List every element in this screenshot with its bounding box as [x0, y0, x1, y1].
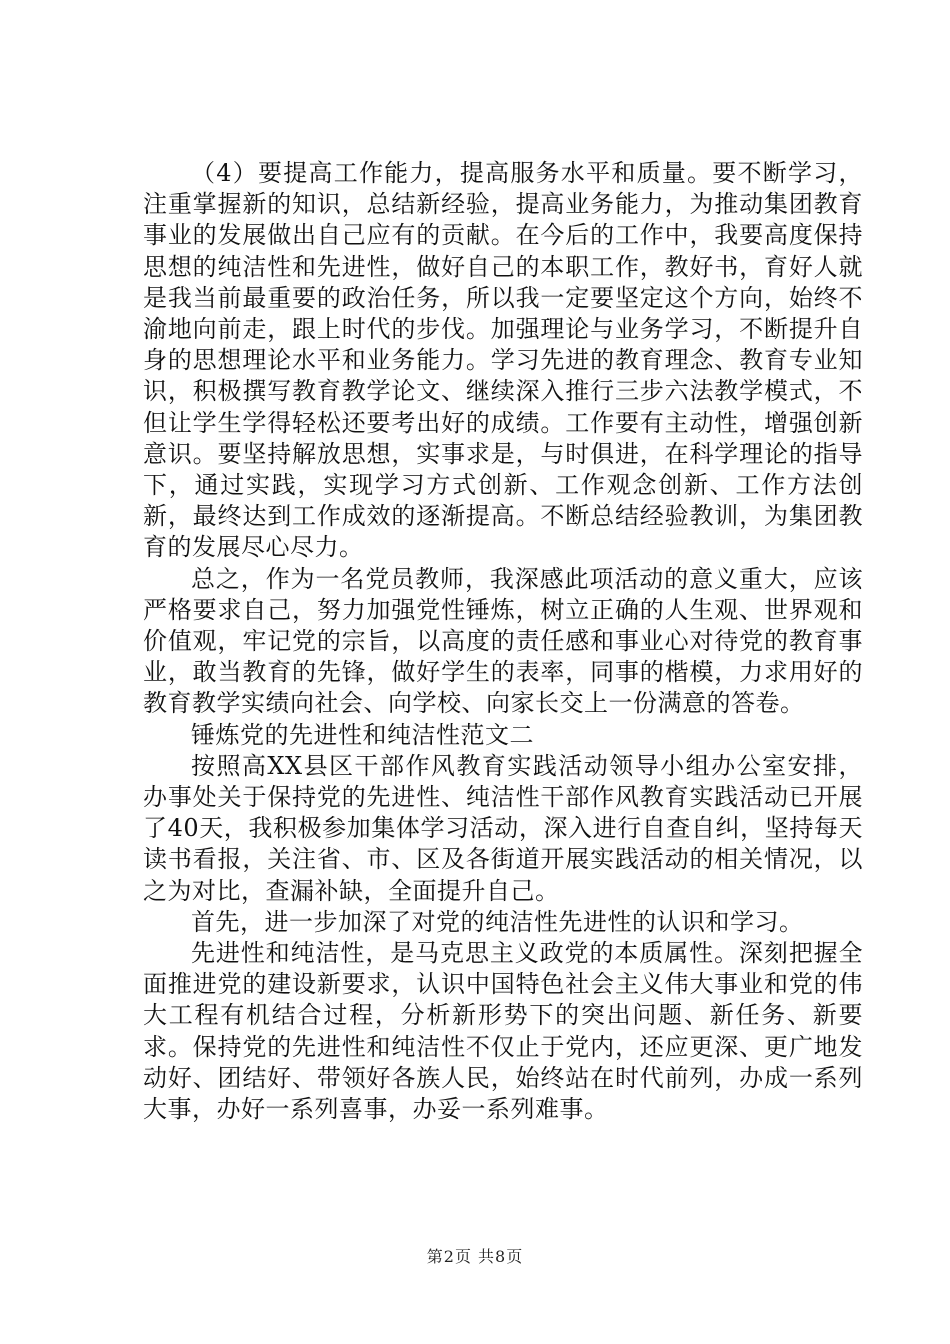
document-body: [143, 158, 863, 1125]
paragraph-ability: （4）要提高工作能力，提高服务水平和质量。要不断学习，注重掌握新的知识，总结新经验，提高业务能力，为推动集团教育事业的发展做出自己应有的贡献。在今后的工作中，我要高度保持思想的纯洁性和先进性，做好自己的本职工作，教好书，育好人就是我当前最重要的政治任务，所以我一定要坚定这个方向，始终不渝地向前走，跟上时代的步伐。加强理论与业务学习，不断提升自身的思想理论水平和业务能力。学习先进的教育理念、教育专业知识，积极撰写教育教学论文、继续深入推行三步六法教学模式，不但让学生学得轻松还要考出好的成绩。工作要有主动性，增强创新意识。要坚持解放思想，实事求是，与时俱进，在科学理论的指导下，通过实践，实现学习方式创新、工作观念创新、工作方法创新，最终达到工作成效的逐渐提高。不断总结经验教训，为集团教育的发展尽心尽力。: [143, 159, 863, 562]
section-heading: 锤炼党的先进性和纯洁性范文二: [191, 720, 534, 749]
page-footer: 第2页 共8页: [426, 1247, 524, 1266]
paragraph-firstly: 首先，进一步加深了对党的纯洁性先进性的认识和学习。: [191, 907, 804, 936]
paragraph-activity: 按照高XX县区干部作风教育实践活动领导小组办公室安排，办事处关于保持党的先进性、纯洁性干部作风教育实践活动已开展了40天，我积极参加集体学习活动，深入进行自查自纠，坚持每天读书看报，关注省、市、区及各街道开展实践活动的相关情况，以之为对比，查漏补缺，全面提升自己。: [143, 751, 863, 905]
paragraph-conclusion: 总之，作为一名党员教师，我深感此项活动的意义重大，应该严格要求自己，努力加强党性锤炼，树立正确的人生观、世界观和价值观，牢记党的宗旨，以高度的责任感和事业心对待党的教育事业，敢当教育的先锋，做好学生的表率，同事的楷模，力求用好的教育教学实绩向社会、向学校、向家长交上一份满意的答卷。: [143, 564, 863, 718]
paragraph-nature: 先进性和纯洁性，是马克思主义政党的本质属性。深刻把握全面推进党的建设新要求，认识中国特色社会主义伟大事业和党的伟大工程有机结合过程，分析新形势下的突出问题、新任务、新要求。保持党的先进性和纯洁性不仅止于党内，还应更深、更广地发动好、团结好、带领好各族人民，始终站在时代前列，办成一系列大事，办好一系列喜事，办妥一系列难事。: [143, 939, 863, 1124]
